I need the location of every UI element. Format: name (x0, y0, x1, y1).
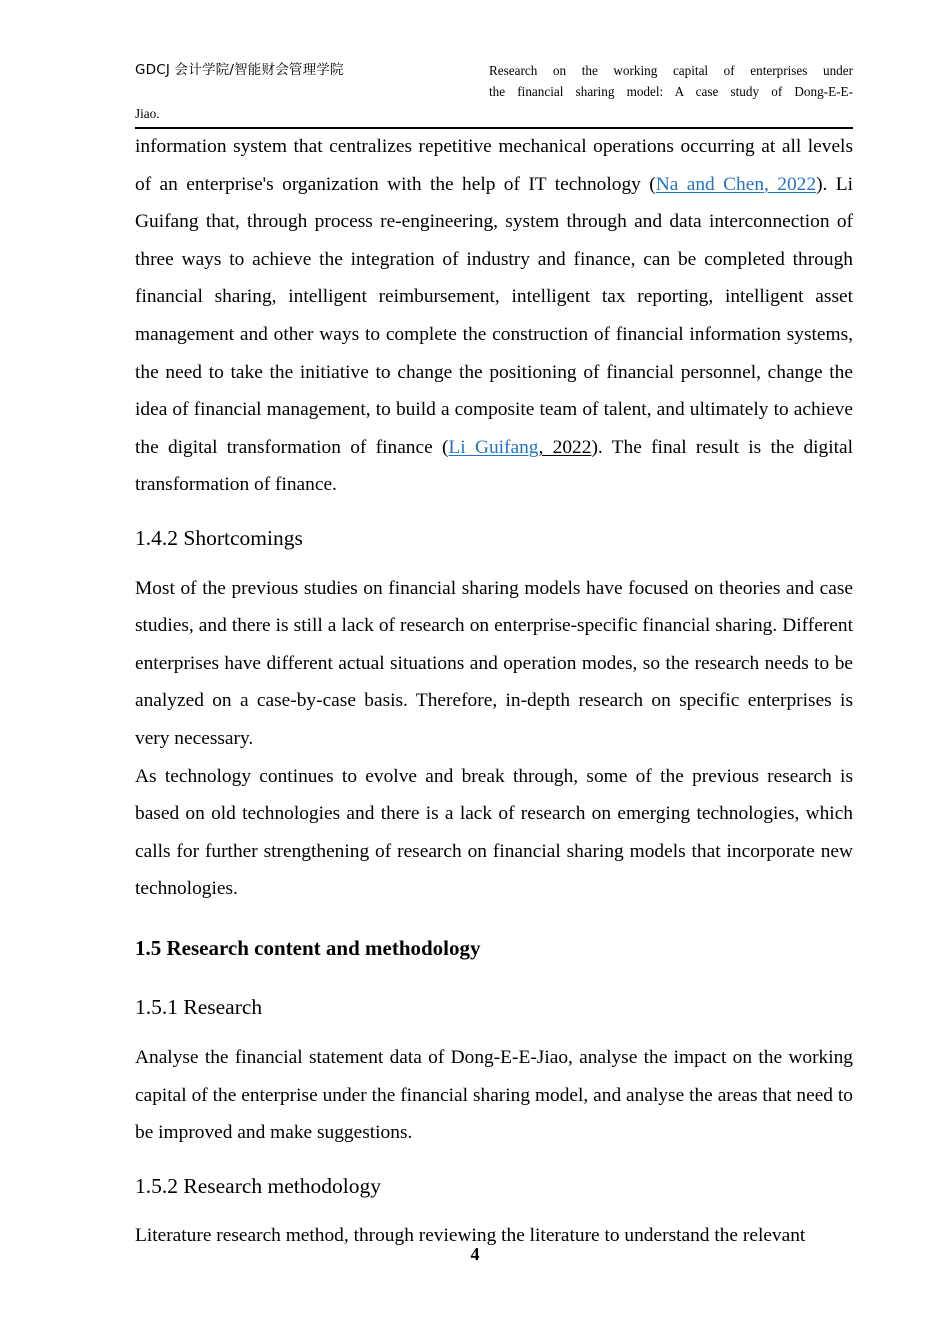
heading-1-5-1-research: 1.5.1 Research (135, 995, 263, 1020)
paragraph-continued-part-1: information system that centralizes repetitive mechanical operations occurring at all levels of an enterprise's organization with the help of IT technology ( (135, 136, 853, 195)
paragraph-continued (135, 128, 853, 504)
header-document-title (475, 60, 853, 103)
heading-1-4-2-shortcomings: 1.4.2 Shortcomings (135, 525, 303, 550)
page-footer (0, 1244, 950, 1265)
paragraph-continued-part-2: ). Li Guifang that, through process re-engineering, system through and data interconnection of three ways to achieve the integration of industry and finance, can be completed through financial sharing, intelligent reimbursement, intelligent tax reporting, intelligent asset management and other ways to complete the construction of financial information systems, the need to take the initiative to change the positioning of financial personnel, change the idea of financial management, to build a composite team of talent, and ultimately to achieve the digital transformation of finance ( (135, 173, 854, 458)
header-title-line-2: the financial sharing model: A case study of Dong-E-E- (489, 84, 853, 100)
spacer (135, 1027, 853, 1039)
header-institution: GDCJ 会计学院/智能财会管理学院 (135, 62, 344, 78)
spacer (135, 1205, 853, 1217)
header-title-line-1: Research on the working capital of enterprises under (489, 63, 853, 78)
heading-1-5-research-content-and-methodology: 1.5 Research content and methodology (135, 935, 481, 960)
page-header (135, 60, 853, 137)
spacer (135, 908, 853, 930)
spacer (135, 967, 853, 989)
header-title-line-3: Jiao. (135, 105, 160, 121)
document-content (135, 128, 853, 1255)
header-row (135, 60, 853, 103)
heading-1-5-2-research-methodology: 1.5.2 Research methodology (135, 1173, 382, 1198)
paragraph-shortcomings-a: Most of the previous studies on financial sharing models have focused on theories and case studies, and there is still a lack of research on enterprise-specific financial sharing. Different enterprises have different actual situations and operation modes, so the research needs to be analyzed on a case-by-case basis. Therefore, in-depth research on specific enterprises is very necessary. (135, 577, 853, 749)
spacer (135, 504, 853, 520)
spacer (135, 558, 853, 570)
paragraph-continued-part-3: ). The final result is the digital transformation of finance. (135, 436, 853, 496)
citation-year-li-guifang: , 2022 (538, 436, 592, 458)
paragraph-shortcomings-b: As technology continues to evolve and break through, some of the previous research is based on old technologies and there is a lack of research on emerging technologies, which calls for further strengthening of research on financial sharing models that incorporate new technologies. (135, 765, 853, 900)
citation-link-li-guifang[interactable]: Li Guifang (448, 436, 539, 458)
spacer (135, 1152, 853, 1168)
citation-link-na-and-chen[interactable]: Na and Chen, 2022 (655, 173, 817, 195)
page-number: 4 (470, 1244, 480, 1264)
paragraph-research: Analyse the financial statement data of Dong-E-E-Jiao, analyse the impact on the working capital of the enterprise under the financial sharing model, and analyse the areas that need to be improved and make suggestions. (135, 1047, 853, 1144)
paragraph-research-methodology: Literature research method, through reviewing the literature to understand the relevant (135, 1225, 806, 1247)
